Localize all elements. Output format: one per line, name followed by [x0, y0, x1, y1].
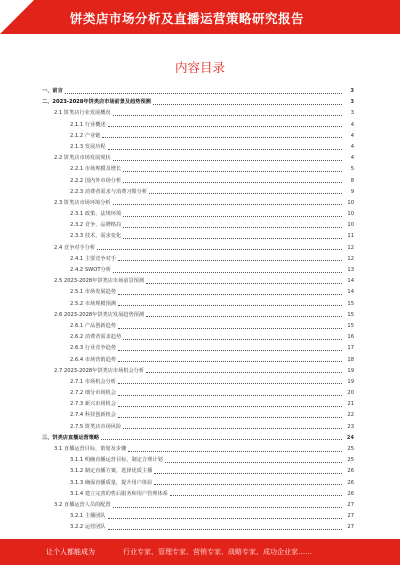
- toc-entry[interactable]: [42, 410, 354, 421]
- toc-entry[interactable]: [42, 355, 354, 366]
- toc-entry-page: 25: [347, 446, 354, 452]
- toc-entry[interactable]: [42, 343, 354, 354]
- toc-leader-dots: [118, 257, 342, 261]
- toc-entry-label: 2.3 饼类店市场环境分析: [54, 199, 111, 206]
- toc-leader-dots: [118, 325, 342, 329]
- toc-leader-dots: [146, 280, 342, 284]
- toc-entry-page: 4: [350, 121, 354, 128]
- toc-entry[interactable]: [42, 299, 354, 310]
- toc-entry[interactable]: [42, 153, 354, 164]
- toc-entry[interactable]: [42, 120, 354, 131]
- toc-entry-page: 13: [347, 267, 354, 273]
- toc-entry-label: 2.4.1 主要竞争对手: [70, 255, 116, 262]
- toc-leader-dots: [123, 179, 342, 183]
- toc-entry[interactable]: [42, 366, 354, 377]
- toc-entry-label: 2.6.3 行业竞争趋势: [70, 345, 116, 352]
- toc-entry[interactable]: [42, 321, 354, 332]
- toc-entry-page: 14: [347, 289, 354, 296]
- toc-leader-dots: [113, 504, 342, 508]
- toc-entry[interactable]: [42, 276, 354, 287]
- toc-entry[interactable]: [42, 422, 354, 433]
- toc-entry[interactable]: [42, 377, 354, 388]
- toc-entry[interactable]: [42, 254, 354, 265]
- toc-entry-label: 2.7.1 市场机会分析: [70, 378, 116, 385]
- toc-leader-dots: [146, 369, 342, 373]
- toc-leader-dots: [123, 425, 342, 429]
- toc-title: 内容目录: [174, 60, 225, 75]
- toc-entry-page: 26: [347, 490, 354, 497]
- toc-entry-page: 4: [350, 132, 354, 139]
- toc-entry-page: 8: [350, 177, 354, 184]
- toc-entry-label: 2.3.3 技术、需求变化: [70, 233, 122, 240]
- toc-entry[interactable]: [42, 466, 354, 477]
- toc-leader-dots: [149, 190, 342, 194]
- toc-entry-page: 9: [350, 188, 354, 195]
- toc-leader-dots: [123, 224, 342, 228]
- toc-entry-label: 2.3.1 政策、法规环境: [70, 211, 122, 218]
- toc-entry[interactable]: [42, 287, 354, 298]
- toc-leader-dots: [108, 526, 342, 530]
- toc-leader-dots: [113, 269, 342, 273]
- toc-leader-dots: [65, 90, 342, 94]
- toc-entry[interactable]: [42, 198, 354, 209]
- toc-leader-dots: [113, 112, 342, 116]
- toc-entry-label: 3.2 直播运营人员的配置: [54, 501, 111, 508]
- toc-entry-label: 2.1.1 行业概述: [70, 121, 106, 128]
- toc-leader-dots: [108, 146, 342, 150]
- toc-leader-dots: [123, 336, 342, 340]
- footer-tagline: 行业专家、管理专家、营销专家、战略专家、成功企业家……: [123, 548, 312, 556]
- toc-entry-label: 3.1 直播运营目标、策划及步骤: [54, 446, 127, 452]
- toc-entry-page: 14: [347, 278, 354, 285]
- toc-entry-page: 19: [347, 378, 354, 385]
- toc-entry[interactable]: [42, 310, 354, 321]
- toc-leader-dots: [101, 436, 342, 440]
- toc-entry-page: 11: [347, 233, 354, 240]
- footer-text: [46, 547, 312, 557]
- toc-entry-page: 23: [347, 423, 354, 430]
- header-band: [0, 0, 400, 34]
- toc-entry-label: 2.1.3 发展历程: [70, 143, 106, 150]
- toc-entry[interactable]: [42, 388, 354, 399]
- toc-entry-label: 2.7.5 饼类店市场风险: [70, 423, 122, 430]
- footer-band: [0, 539, 400, 565]
- header-white-slant: [0, 0, 34, 34]
- toc-entry-page: 12: [347, 244, 354, 251]
- toc-entry-page: 26: [347, 479, 354, 486]
- toc-entry-page: 27: [347, 513, 354, 520]
- toc-entry[interactable]: [42, 522, 354, 533]
- toc-entry-page: 3: [350, 88, 354, 94]
- header-title: 饼类店市场分析及直播运营策略研究报告: [70, 11, 305, 26]
- toc-entry-page: 5: [350, 166, 354, 173]
- toc-leader-dots: [113, 157, 342, 161]
- toc-leader-dots: [154, 481, 342, 485]
- toc-entry-label: 2.6.1 产品创新趋势: [70, 322, 116, 329]
- toc-entry[interactable]: [42, 220, 354, 231]
- toc-leader-dots: [170, 492, 342, 496]
- toc-leader-dots: [118, 403, 342, 407]
- toc-leader-dots: [123, 168, 342, 172]
- toc-leader-dots: [118, 347, 342, 351]
- toc-entry[interactable]: [42, 176, 354, 187]
- toc-entry[interactable]: [42, 433, 354, 444]
- toc-leader-dots: [108, 123, 342, 127]
- toc-entry-page: 15: [347, 311, 354, 318]
- toc-entry-page: 17: [347, 345, 354, 352]
- toc-entry-page: 27: [347, 501, 354, 508]
- toc-entry-label: 三、饼类店直播运营策略: [42, 434, 100, 441]
- toc-entry-label: 2.1 饼类店行业发展概况: [54, 110, 111, 117]
- toc-leader-dots: [118, 302, 342, 306]
- toc-entry-label: 2.7 2023-2028年饼类店市场机会分析: [54, 367, 145, 374]
- toc-entry-page: 20: [347, 390, 354, 397]
- toc-entry[interactable]: [42, 332, 354, 343]
- toc-leader-dots: [102, 134, 342, 138]
- toc-leader-dots: [146, 313, 342, 317]
- toc-entry-page: 12: [347, 255, 354, 262]
- toc-entry-page: 15: [347, 300, 354, 307]
- toc-entry-label: 3.1.2 制定直播方案，选择优质主播: [70, 468, 153, 475]
- toc-leader-dots: [165, 459, 342, 463]
- toc-entry[interactable]: [42, 455, 354, 466]
- toc-entry-label: 2.5.1 市场发展趋势: [70, 289, 116, 296]
- toc-entry[interactable]: [42, 131, 354, 142]
- toc-entry-label: 2.7.4 科技创新机会: [70, 412, 116, 419]
- toc-entry[interactable]: [42, 97, 354, 108]
- toc-entry-page: 24: [346, 434, 354, 441]
- toc-leader-dots: [154, 470, 342, 474]
- toc-leader-dots: [118, 414, 342, 418]
- toc-entry[interactable]: [42, 231, 354, 242]
- toc-entry-label: 2.7.3 新兴市场机会: [70, 401, 116, 408]
- toc-entry-label: 3.1.3 确保直播质量，提升用户体验: [70, 479, 153, 486]
- toc-leader-dots: [118, 291, 342, 295]
- footer-lead: 让个人都能成为: [46, 548, 95, 556]
- toc-entry[interactable]: [42, 164, 354, 175]
- toc-leader-dots: [113, 201, 342, 205]
- toc-entry-label: 3.1.4 建立完善的售后服务和用户管理体系: [70, 490, 168, 497]
- toc-entry-page: 4: [350, 155, 354, 162]
- toc-entry-page: 4: [350, 143, 354, 150]
- toc-entry-label: 2.2.3 消费者需求与消费习惯分析: [70, 188, 148, 195]
- toc-entry-page: 10: [347, 199, 354, 206]
- toc-entry[interactable]: [42, 187, 354, 198]
- toc-leader-dots: [153, 101, 342, 105]
- toc-entry-label: 3.2.1 主播团队: [70, 513, 106, 520]
- toc-entry-page: 22: [347, 412, 354, 419]
- toc-entry-page: 3: [350, 99, 354, 106]
- toc-entry-label: 3.1.1 明确直播运营目标，制定合理计划: [70, 457, 163, 464]
- toc-leader-dots: [118, 380, 342, 384]
- toc-entry-page: 10: [347, 222, 354, 229]
- toc-entry-page: 10: [347, 211, 354, 218]
- toc-entry-label: 二、2023-2028年饼类店市场前景及趋势预测: [42, 99, 151, 106]
- toc-entry-label: 2.7.2 细分市场机会: [70, 390, 116, 397]
- toc-entry[interactable]: [42, 478, 354, 489]
- toc-entry-label: 2.2.1 市场规模及增长: [70, 166, 122, 173]
- toc-entry-page: 18: [347, 356, 354, 363]
- toc-entry-label: 2.6.4 市场营销趋势: [70, 356, 116, 363]
- toc-entry[interactable]: [42, 444, 354, 455]
- toc-entry-page: 19: [347, 367, 354, 374]
- toc-entry[interactable]: [42, 209, 354, 220]
- toc-entry[interactable]: [42, 489, 354, 500]
- toc-entry-page: 26: [347, 468, 354, 475]
- toc-entry[interactable]: [42, 265, 354, 276]
- toc-entry-label: 2.6.2 消费者需求趋势: [70, 334, 122, 341]
- toc-leader-dots: [97, 246, 342, 250]
- toc-entry-label: 2.2.2 国内外市场分析: [70, 177, 122, 184]
- toc-leader-dots: [123, 213, 342, 217]
- toc-entry-page: 25: [347, 457, 354, 464]
- toc-entry[interactable]: [42, 500, 354, 511]
- table-of-contents: [42, 86, 354, 534]
- toc-entry-page: 3: [350, 110, 354, 117]
- toc-entry-label: 一、前言: [42, 88, 63, 94]
- toc-entry-label: 2.4.2 SWOT分析: [70, 267, 111, 273]
- toc-entry-label: 2.6 2023-2028年饼类店发展趋势预测: [54, 311, 145, 318]
- toc-entry-label: 2.3.2 竞争、品牌格局: [70, 222, 122, 229]
- toc-entry[interactable]: [42, 86, 354, 97]
- toc-entry-page: 27: [347, 524, 354, 531]
- toc-entry-page: 21: [347, 401, 354, 408]
- toc-leader-dots: [128, 448, 342, 452]
- toc-entry[interactable]: [42, 108, 354, 119]
- toc-entry-label: 2.2 饼类店市场发展现状: [54, 155, 111, 162]
- toc-entry[interactable]: [42, 243, 354, 254]
- toc-entry[interactable]: [42, 511, 354, 522]
- toc-leader-dots: [118, 358, 342, 362]
- toc-entry-label: 2.1.2 产业链: [70, 132, 101, 139]
- toc-entry-label: 2.4 竞争对手分析: [54, 244, 96, 251]
- toc-entry[interactable]: [42, 399, 354, 410]
- toc-entry-page: 15: [347, 322, 354, 329]
- toc-leader-dots: [123, 235, 342, 239]
- toc-entry-label: 3.2.2 运营团队: [70, 524, 106, 531]
- toc-entry-label: 2.5.2 市场规模预测: [70, 300, 116, 307]
- toc-entry-label: 2.5 2023-2028年饼类店市场前景预测: [54, 278, 145, 285]
- toc-entry-page: 16: [347, 334, 354, 341]
- toc-leader-dots: [108, 515, 342, 519]
- toc-entry[interactable]: [42, 142, 354, 153]
- toc-leader-dots: [118, 392, 342, 396]
